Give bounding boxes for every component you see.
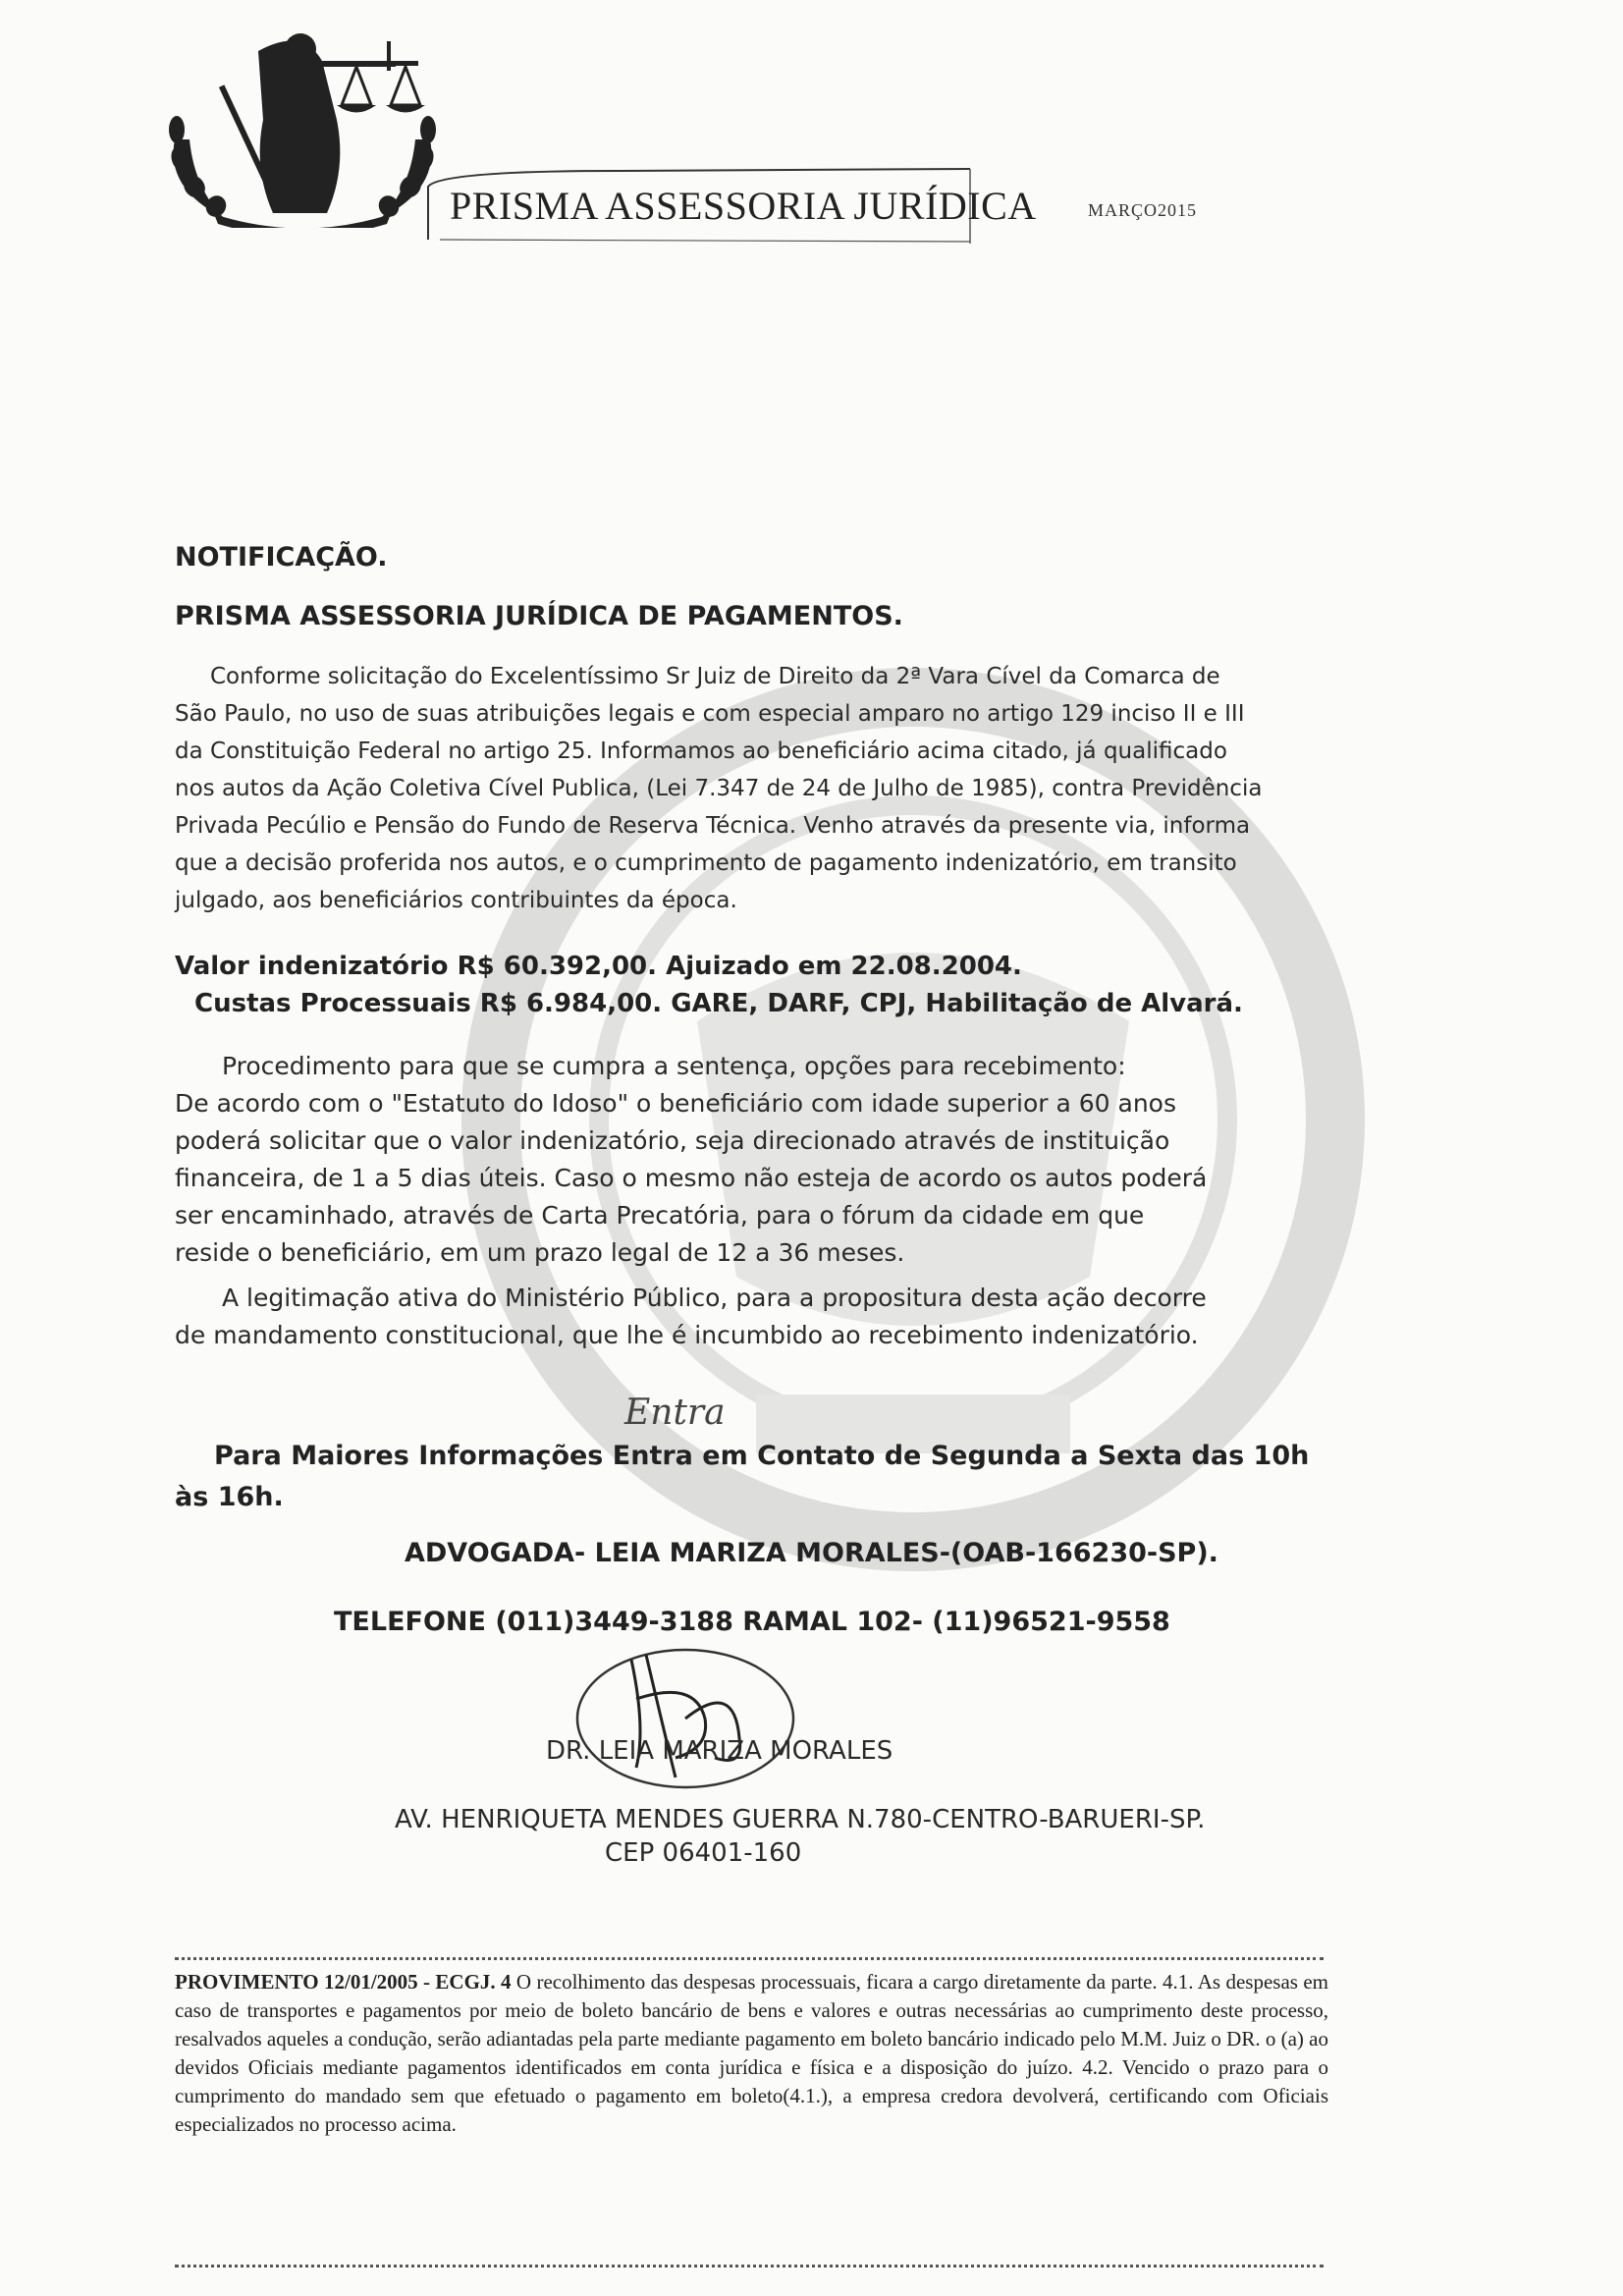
- brand-name: PRISMA ASSESSORIA JURÍDICA: [450, 184, 1037, 228]
- values-block: [175, 948, 1353, 1022]
- costs-line: Custas Processuais R$ 6.984,00. GARE, DARF, CPJ, Habilitação de Alvará.: [194, 989, 1243, 1018]
- lawyer-name: ADVOGADA- LEIA MARIZA MORALES-(OAB-166230-SP).: [405, 1538, 1218, 1568]
- provision-text: O recolhimento das despesas processuais, ficara a cargo diretamente da parte. 4.1. As despesas em caso de transportes e pagamentos por meio de boleto bancário de bens e valores e outras necessárias ao cumprimento deste processo, resalvados aqueles a condução, serão adiantadas pela parte mediante pagamento em boleto bancário indicado pelo M.M. Juiz o DR. o (a) ao devidos Oficiais mediante pagamentos identificados em conta jurídica e física e a disposição do juízo. 4.2. Vencido o prazo para o cumprimento do mandado sem que efetuado o pagamento em boleto(4.1.), a empresa credora devolverá, certificando com Oficiais especializados no processo acima.: [175, 1970, 1328, 2136]
- handwritten-note: [621, 1381, 778, 1440]
- body-line: nos autos da Ação Coletiva Cível Publica, (Lei 7.347 de 24 de Julho de 1985), contra Previdência: [175, 776, 1263, 801]
- body-line: que a decisão proferida nos autos, e o cumprimento de pagamento indenizatório, em transito: [175, 850, 1237, 876]
- divider: [175, 1957, 1324, 1960]
- value-line: Valor indenizatório R$ 60.392,00. Ajuizado em 22.08.2004.: [175, 952, 1022, 981]
- legitimacy-line: A legitimação ativa do Ministério Público, para a propositura desta ação decorre: [222, 1284, 1207, 1312]
- procedure-line: De acordo com o "Estatuto do Idoso" o beneficiário com idade superior a 60 anos: [175, 1089, 1177, 1118]
- legitimacy-line: de mandamento constitucional, que lhe é incumbido ao recebimento indenizatório.: [175, 1321, 1199, 1349]
- body-line: Privada Pecúlio e Pensão do Fundo de Reserva Técnica. Venho através da presente via, informa: [175, 813, 1251, 839]
- procedure-line: reside o beneficiário, em um prazo legal de 12 a 36 meses.: [175, 1238, 905, 1267]
- handwritten-note-text: Entra: [624, 1393, 726, 1433]
- procedure-line: poderá solicitar que o valor indenizatório, seja direcionado através de instituição: [175, 1126, 1170, 1155]
- procedure-line: ser encaminhado, através de Carta Precatória, para o fórum da cidade em que: [175, 1201, 1145, 1230]
- contact-hours-end: às 16h.: [175, 1482, 284, 1512]
- body-line: Conforme solicitação do Excelentíssimo Sr Juiz de Direito da 2ª Vara Cível da Comarca de: [210, 664, 1220, 689]
- procedure-paragraph: [175, 1048, 1353, 1272]
- body-line: julgado, aos beneficiários contribuintes da época.: [175, 888, 737, 913]
- divider: [175, 2265, 1324, 2268]
- handwritten-signature-icon: [538, 1620, 833, 1807]
- procedure-line: financeira, de 1 a 5 dias úteis. Caso o mesmo não esteja de acordo os autos poderá: [175, 1164, 1208, 1192]
- body-line: São Paulo, no uso de suas atribuições legais e com especial amparo no artigo 129 inciso II e III: [175, 701, 1245, 727]
- document-subtitle: PRISMA ASSESSORIA JURÍDICA DE PAGAMENTOS.: [175, 601, 903, 631]
- postal-code: CEP 06401-160: [605, 1838, 802, 1868]
- document-title: NOTIFICAÇÃO.: [175, 542, 388, 573]
- address: AV. HENRIQUETA MENDES GUERRA N.780-CENTRO-BARUERI-SP.: [395, 1805, 1206, 1834]
- footer-notice: [175, 1968, 1328, 2139]
- body-paragraph: [175, 658, 1304, 919]
- justice-scales-logo-icon: [155, 22, 450, 228]
- provision-reference: PROVIMENTO 12/01/2005 - ECGJ. 4: [175, 1970, 512, 1994]
- legitimacy-paragraph: [175, 1280, 1353, 1354]
- phone-number: TELEFONE (011)3449-3188 RAMAL 102- (11)96521-9558: [334, 1607, 1170, 1637]
- body-line: da Constituição Federal no artigo 25. Informamos ao beneficiário acima citado, já qualificado: [175, 738, 1227, 764]
- contact-block: [175, 1436, 1353, 1518]
- procedure-line: Procedimento para que se cumpra a sentença, opções para recebimento:: [222, 1052, 1126, 1080]
- issue-date: MARÇO2015: [1088, 200, 1198, 220]
- signatory-name: DR. LEIA MARIZA MORALES: [546, 1736, 893, 1766]
- contact-hours: Para Maiores Informações Entra em Contato de Segunda a Sexta das 10h: [214, 1441, 1310, 1471]
